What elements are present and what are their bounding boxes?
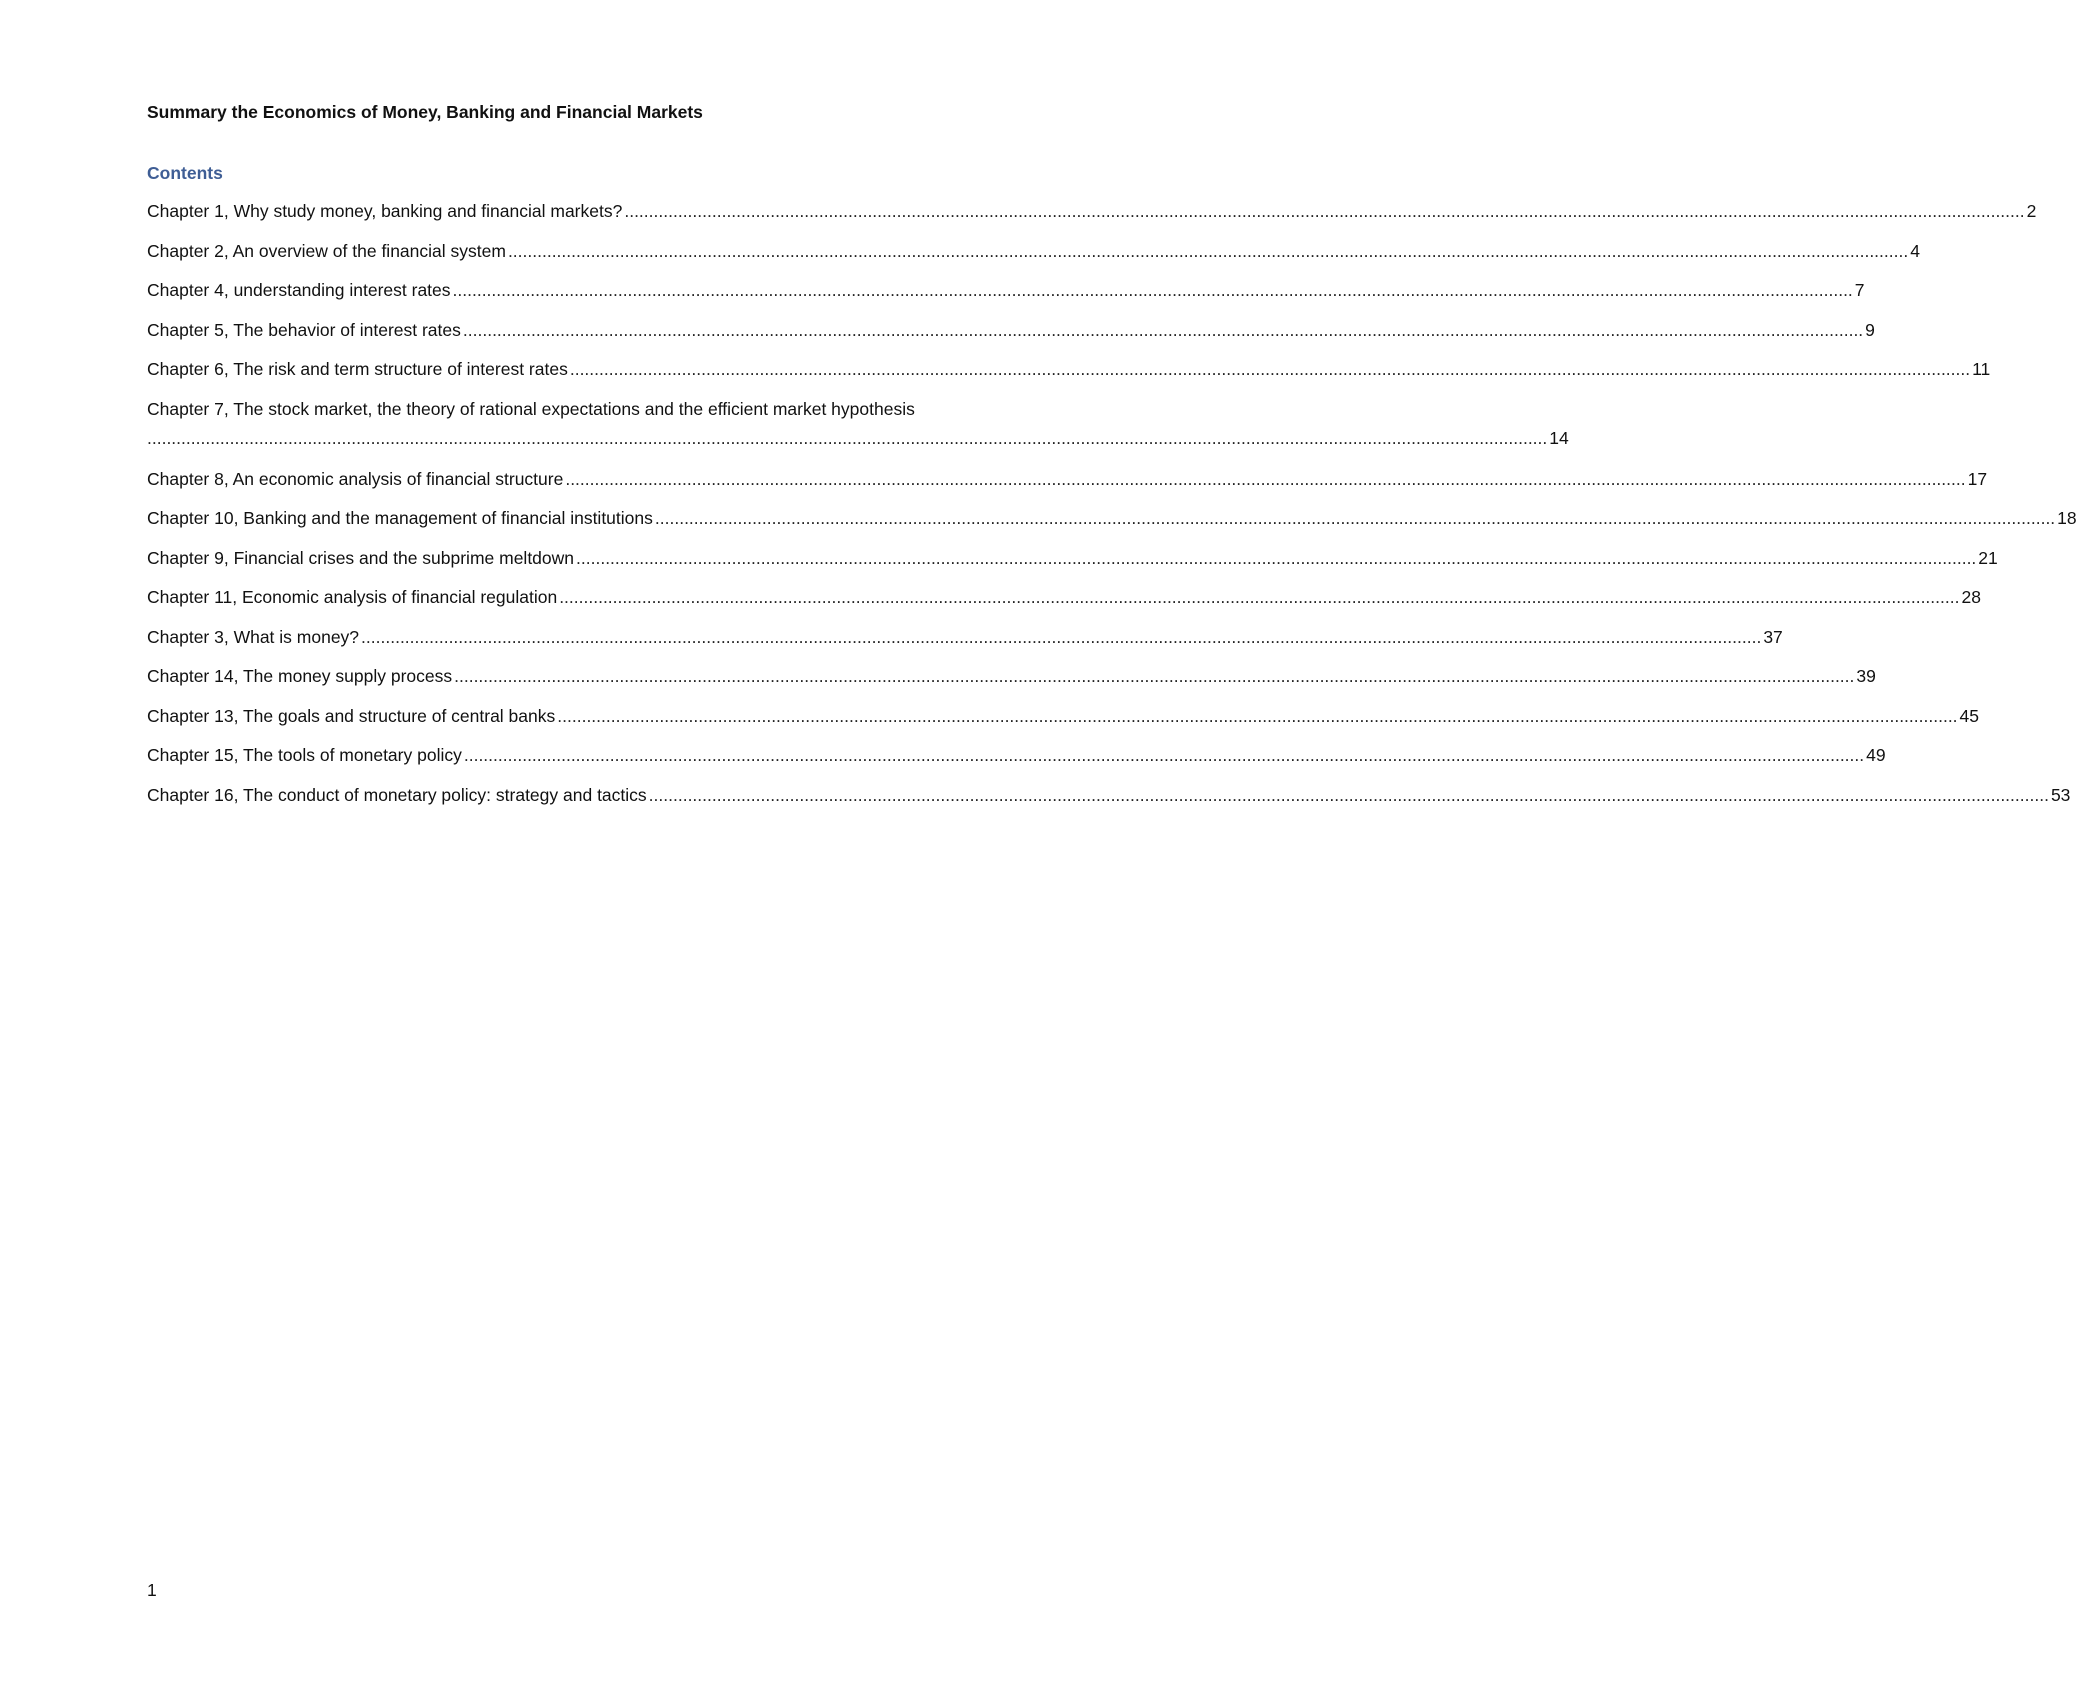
toc-leader-dots xyxy=(464,744,1864,766)
toc-entry-label: Chapter 2, An overview of the financial system xyxy=(147,240,506,261)
toc-entry-label: Chapter 5, The behavior of interest rates xyxy=(147,319,461,340)
toc-entry-page: 28 xyxy=(1961,587,1981,607)
document-title: Summary the Economics of Money, Banking and Financial Markets xyxy=(147,102,703,122)
toc-entry[interactable] xyxy=(147,279,1865,319)
toc-leader-dots xyxy=(147,427,1547,449)
toc-entry-label: Chapter 1, Why study money, banking and financial markets? xyxy=(147,201,623,221)
toc-leader-dots xyxy=(453,279,1853,301)
toc-leader-dots xyxy=(576,547,1976,569)
toc-entry-page: 37 xyxy=(1763,626,1783,647)
toc-entry[interactable] xyxy=(147,240,1920,280)
toc-entry-label: Chapter 15, The tools of monetary policy xyxy=(147,745,462,765)
toc-entry[interactable] xyxy=(147,200,2037,240)
toc-entry[interactable] xyxy=(147,784,2071,824)
toc-entry-page: 17 xyxy=(1967,468,1988,489)
toc-entry[interactable] xyxy=(147,665,1876,705)
toc-leader-dots xyxy=(565,468,1965,490)
toc-leader-dots xyxy=(655,507,2055,529)
toc-entry-label: Chapter 13, The goals and structure of central banks xyxy=(147,705,556,726)
toc-entry-label: Chapter 3, What is money? xyxy=(147,626,360,647)
toc-entry[interactable] xyxy=(147,547,1998,587)
toc-leader-dots xyxy=(361,626,1761,648)
toc-entry[interactable] xyxy=(147,744,1886,784)
toc-entry[interactable] xyxy=(147,319,1875,359)
toc-entry-page: 4 xyxy=(1910,240,1920,261)
page-number: 1 xyxy=(147,1580,157,1600)
toc-entry-page: 49 xyxy=(1866,745,1886,765)
toc-leader-dots xyxy=(557,705,1957,727)
toc-entry-page: 2 xyxy=(2026,201,2037,221)
toc-entry[interactable] xyxy=(147,358,1991,398)
toc-entry-page: 45 xyxy=(1959,705,1980,726)
toc-leader-dots xyxy=(454,665,1854,687)
toc-entry-page: 21 xyxy=(1978,547,1998,568)
toc-entry-page: 7 xyxy=(1854,280,1865,300)
toc-entry-page: 18 xyxy=(2057,508,2077,528)
toc-leader-dots xyxy=(624,200,2024,222)
toc-entry-page: 11 xyxy=(1972,359,1991,379)
toc-entry-label: Chapter 4, understanding interest rates xyxy=(147,280,451,300)
toc-entry[interactable] xyxy=(147,398,1569,468)
contents-heading: Contents xyxy=(147,163,223,183)
toc-entry-continuation xyxy=(147,427,1569,466)
toc-entry[interactable] xyxy=(147,507,2077,547)
toc-leader-dots xyxy=(508,240,1908,262)
toc-entry[interactable] xyxy=(147,705,1980,745)
toc-leader-dots xyxy=(463,319,1863,341)
toc-entry-label: Chapter 7, The stock market, the theory of rational expectations and the efficient market hypothesis xyxy=(147,398,915,419)
toc-entry-page: 14 xyxy=(1549,427,1569,448)
toc-entry[interactable] xyxy=(147,586,1981,626)
table-of-contents xyxy=(147,200,2077,823)
toc-leader-dots xyxy=(570,358,1970,380)
toc-entry-label: Chapter 10, Banking and the management of financial institutions xyxy=(147,508,653,528)
toc-entry-label: Chapter 16, The conduct of monetary policy: strategy and tactics xyxy=(147,784,647,805)
toc-entry-page: 53 xyxy=(2050,784,2071,805)
toc-entry-label: Chapter 9, Financial crises and the subprime meltdown xyxy=(147,547,575,568)
toc-entry-page: 39 xyxy=(1856,666,1876,686)
toc-entry-label: Chapter 11, Economic analysis of financial regulation xyxy=(147,587,558,607)
toc-entry-label: Chapter 8, An economic analysis of financial structure xyxy=(147,468,564,489)
toc-entry[interactable] xyxy=(147,626,1783,666)
toc-entry-label: Chapter 14, The money supply process xyxy=(147,666,453,686)
toc-entry-page: 9 xyxy=(1865,319,1875,340)
toc-entry[interactable] xyxy=(147,468,1988,508)
toc-entry-label: Chapter 6, The risk and term structure of interest rates xyxy=(147,359,568,379)
toc-leader-dots xyxy=(559,586,1959,608)
toc-leader-dots xyxy=(649,784,2049,806)
